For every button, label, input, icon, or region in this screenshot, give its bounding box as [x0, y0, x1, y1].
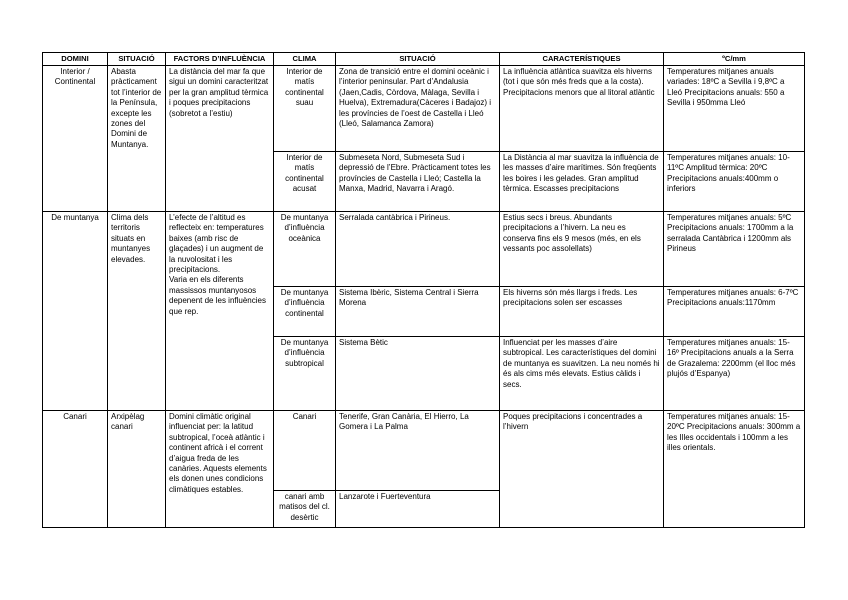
- header-clima: CLIMA: [274, 53, 336, 66]
- header-temperatura-precipitacio: ºC/mm: [664, 53, 805, 66]
- climate-situation: Zona de transició entre el domini oceànic i l’interior peninsular. Part d’Andalusia (Jaen,Cadis, Còrdova, Màlaga, Sevilla i Huelva), Extremadura(Càceres i Badajoz) i les províncies de l’oest de Castella i Lleó (Lleó, Salamanca Zamora): [336, 66, 500, 152]
- table-row: [43, 212, 805, 287]
- domain-situation: Abasta pràcticament tot l’interior de la Península, excepte les zones del Domini de Muntanya.: [108, 66, 166, 212]
- table-row: [43, 66, 805, 152]
- table-row: [43, 411, 805, 491]
- climate-name: De muntanya d’influència oceànica: [274, 212, 336, 287]
- climate-characteristics: Estius secs i breus. Abundants precipitacions a l’hivern. La neu es conserva fins els 9 mesos (més, en els vessants poc assolellats): [500, 212, 664, 287]
- climate-situation: Sistema Bètic: [336, 337, 500, 411]
- climate-situation: Tenerife, Gran Canària, El Hierro, La Gomera i La Palma: [336, 411, 500, 491]
- domain-name: De muntanya: [43, 212, 108, 411]
- climate-temperature-precipitation: Temperatures mitjanes anuals: 6-7ºC Precipitacions anuals:1170mm: [664, 287, 805, 337]
- header-caracteristiques: CARACTERÍSTIQUES: [500, 53, 664, 66]
- domain-situation: Clima dels territoris situats en muntanyes elevades.: [108, 212, 166, 411]
- climate-situation: Sistema Ibèric, Sistema Central i Sierra Morena: [336, 287, 500, 337]
- climate-name: canari amb matisos del cl. desèrtic: [274, 491, 336, 528]
- climate-temperature-precipitation: Temperatures mitjanes anuals variades: 18ºC a Sevilla i 9,8ºC a Lleó Precipitacions anuals: 550 a Sevilla i 950mma Lleó: [664, 66, 805, 152]
- climate-characteristics: Els hiverns són més llargs i freds. Les precipitacions solen ser escasses: [500, 287, 664, 337]
- climate-name: Interior de matís continental suau: [274, 66, 336, 152]
- domain-factors: [166, 212, 274, 411]
- climate-characteristics: Influenciat per les masses d’aire subtropical. Les característiques del domini de muntanya es suavitzen. La neu només hi és als cims més elevats. Estius càlids i secs.: [500, 337, 664, 411]
- climate-temperature-precipitation: Temperatures mitjanes anuals: 15-20ºC Precipitacions anuals: 300mm a les Illes occidentals i 100mm a les illes orientals.: [664, 411, 805, 528]
- domain-factors: La distància del mar fa que sigui un domini caracteritzat per la gran amplitud tèrmica i poques precipitacions (sobretot a l’estiu): [166, 66, 274, 212]
- domain-situation: Arxipèlag canari: [108, 411, 166, 528]
- climate-characteristics: La influència atlàntica suavitza els hiverns (tot i que són més freds que a la costa). Precipitacions menors que al litoral atlàntic: [500, 66, 664, 152]
- climate-name: Interior de matís continental acusat: [274, 152, 336, 212]
- climate-situation: Serralada cantàbrica i Pirineus.: [336, 212, 500, 287]
- domain-name: Canari: [43, 411, 108, 528]
- climate-characteristics: La Distància al mar suavitza la influència de les masses d’aire marítimes. Són freqüents les boires i les gelades. Gran amplitud tèrmica. Escasses precipitacions: [500, 152, 664, 212]
- header-situacio: SITUACIÓ: [108, 53, 166, 66]
- climate-name: Canari: [274, 411, 336, 491]
- header-row: [43, 53, 805, 66]
- header-domini: DOMINI: [43, 53, 108, 66]
- climate-name: De muntanya d’influència subtropical: [274, 337, 336, 411]
- climate-temperature-precipitation: Temperatures mitjanes anuals: 10-11ºC Amplitud tèrmica: 20ºC Precipitacions anuals:400mm o inferiors: [664, 152, 805, 212]
- factor-paragraph: Varia en els diferents massissos muntanyosos depenent de les influències que rep.: [169, 275, 266, 316]
- domain-factors: Domini climàtic original influenciat per: la latitud subtropical, l’oceà atlàntic i continent africà i el corrent d’aigua freda de les canàries. Aquests elements els donen unes condicions climàtiques estables.: [166, 411, 274, 528]
- climate-situation: Lanzarote i Fuerteventura: [336, 491, 500, 528]
- climate-name: De muntanya d’influència continental: [274, 287, 336, 337]
- header-situacio-clima: SITUACIÓ: [336, 53, 500, 66]
- factor-paragraph: L’efecte de l’altitud es reflecteix en: temperatures baixes (amb risc de glaçades) i un augment de la nuvolositat i les precipitacions.: [169, 213, 264, 275]
- domain-name: Interior / Continental: [43, 66, 108, 212]
- climate-temperature-precipitation: Temperatures mitjanes anuals: 5ºC Precipitacions anuals: 1700mm a la serralada Cantàbrica i 1200mm als Pirineus: [664, 212, 805, 287]
- climate-situation: Submeseta Nord, Submeseta Sud i depressió de l’Ebre. Pràcticament totes les províncies de Castella i Lleó; Castella la Manxa, Madrid, Navarra i Aragó.: [336, 152, 500, 212]
- climate-domains-table: [42, 52, 805, 528]
- climate-characteristics: Poques precipitacions i concentrades a l’hivern: [500, 411, 664, 528]
- header-factors: FACTORS D’INFLUÈNCIA: [166, 53, 274, 66]
- climate-temperature-precipitation: Temperatures mitjanes anuals: 15-16º Precipitacions anuals a la Serra de Grazalema: 2200mm (el lloc més plujós d’Espanya): [664, 337, 805, 411]
